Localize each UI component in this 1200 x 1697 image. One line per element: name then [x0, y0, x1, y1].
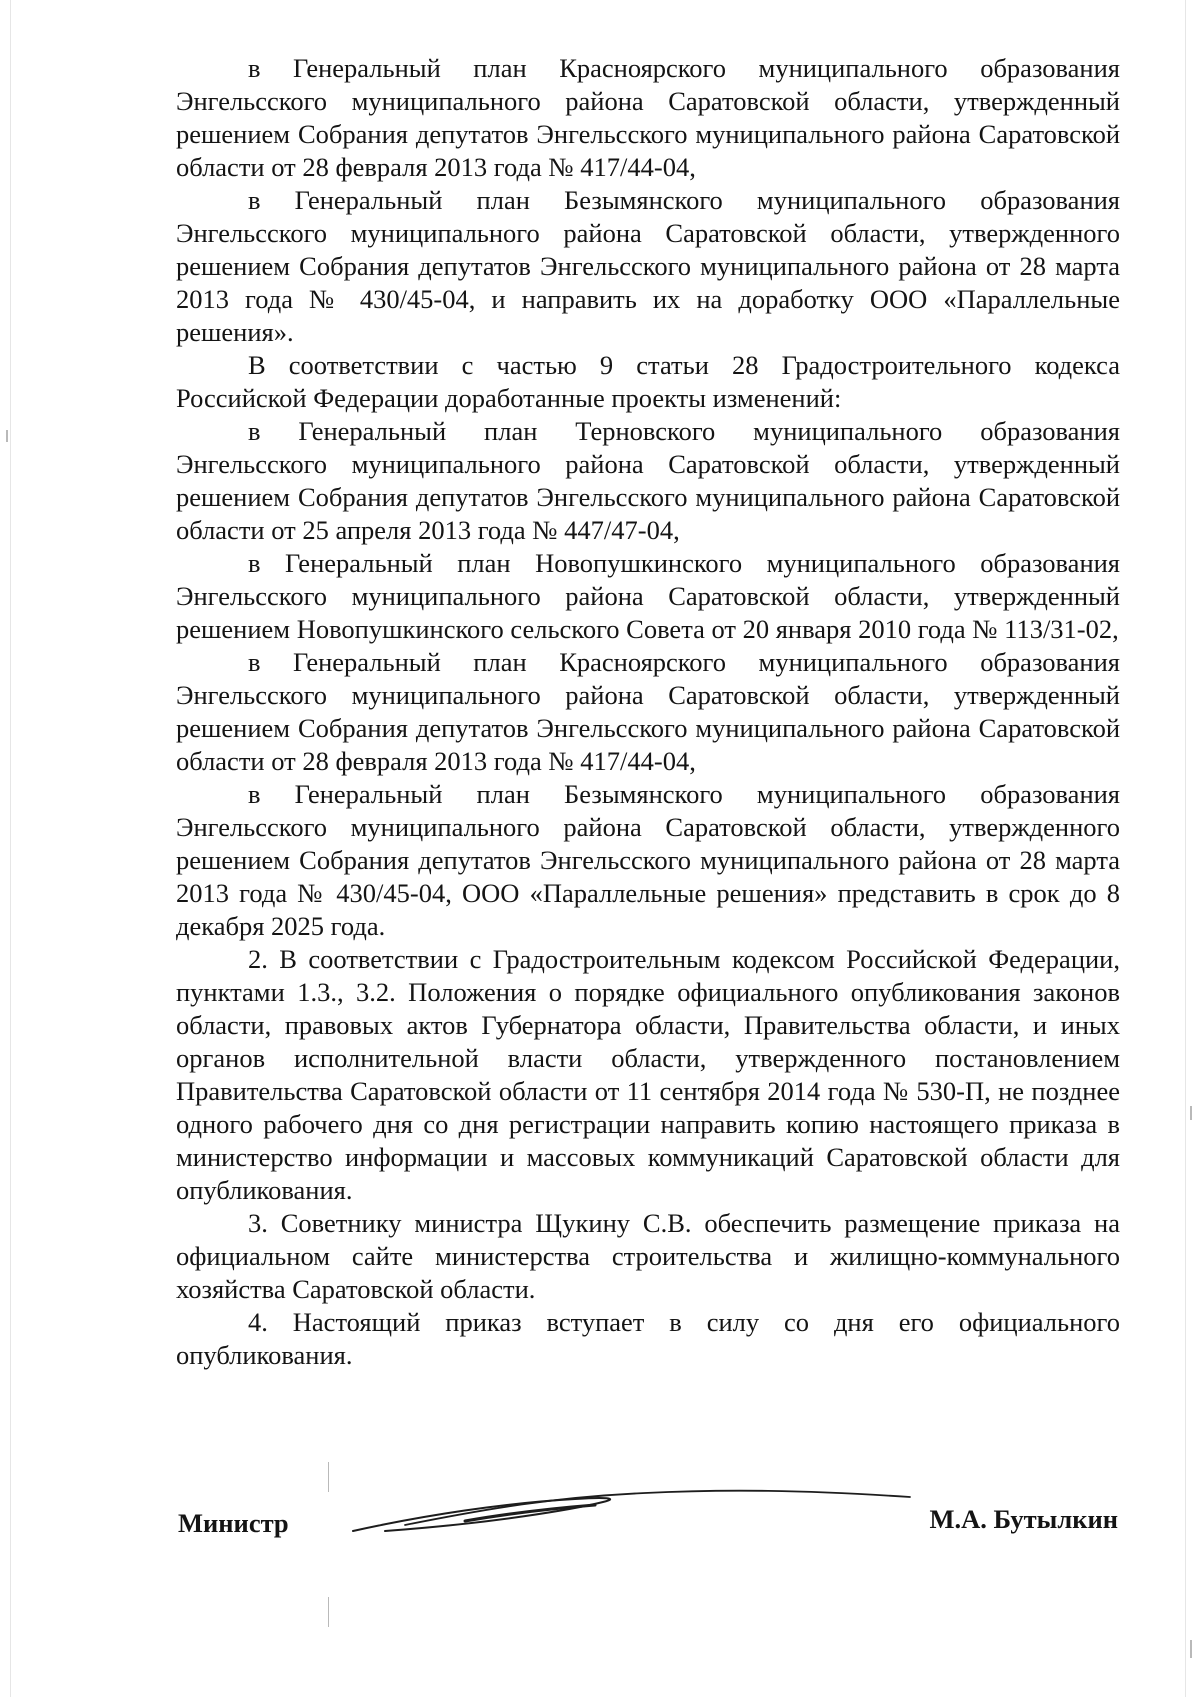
- paragraph-ternovsk: в Генеральный план Терновского муниципального образования Энгельсского муниципального района Саратовской области, утвержденный решением Собрания депутатов Энгельсского муниципального района Саратовской области от 25 апреля 2013 года № 447/47-04,: [176, 416, 1120, 545]
- paragraph-item-2: 2. В соответствии с Градостроительным кодексом Российской Федерации, пунктами 1.3., 3.2. Положения о порядке официального опубликования законов области, правовых актов Губернатора области, Правительства области, и иных органов исполнительной власти области, утвержденного постановлением Правительства Саратовской области от 11 сентября 2014 года № 530-П, не позднее одного рабочего дня со дня регистрации направить копию настоящего приказа в министерство информации и массовых коммуникаций Саратовской области для опубликования.: [176, 944, 1120, 1205]
- scan-artifact-line: [6, 430, 8, 442]
- signature-block: [176, 1496, 1120, 1546]
- scan-artifact-line: [328, 1462, 329, 1492]
- scan-artifact-line: [328, 1597, 329, 1627]
- scan-artifact-line: [1190, 1640, 1192, 1658]
- signatory-name: М.А. Бутылкин: [929, 1504, 1118, 1534]
- paragraph-bezymyansk-1: в Генеральный план Безымянского муниципального образования Энгельсского муниципального района Саратовской области, утвержденного решением Собрания депутатов Энгельсского муниципального района от 28 марта 2013 года № 430/45-04, и направить их на доработку ООО «Параллельные решения».: [176, 185, 1120, 347]
- paragraph-item-3: 3. Советнику министра Щукину С.В. обеспечить размещение приказа на официальном сайте министерства строительства и жилищно-коммунального хозяйства Саратовской области.: [176, 1208, 1120, 1304]
- signatory-position: Министр: [178, 1508, 289, 1538]
- scan-artifact-line: [1190, 1106, 1192, 1120]
- paragraph-krasnoyarsk-2: в Генеральный план Красноярского муниципального образования Энгельсского муниципального района Саратовской области, утвержденный решением Собрания депутатов Энгельсского муниципального района Саратовской области от 28 февраля 2013 года № 417/44-04,: [176, 647, 1120, 776]
- paragraph-item-4: 4. Настоящий приказ вступает в силу со дня его официального опубликования.: [176, 1307, 1120, 1370]
- paragraph-krasnoyarsk-1: в Генеральный план Красноярского муниципального образования Энгельсского муниципального района Саратовской области, утвержденный решением Собрания депутатов Энгельсского муниципального района Саратовской области от 28 февраля 2013 года № 417/44-04,: [176, 53, 1120, 182]
- paragraph-bezymyansk-2: в Генеральный план Безымянского муниципального образования Энгельсского муниципального района Саратовской области, утвержденного решением Собрания депутатов Энгельсского муниципального района от 28 марта 2013 года № 430/45-04, ООО «Параллельные решения» представить в срок до 8 декабря 2025 года.: [176, 779, 1120, 941]
- document-body: [176, 52, 1120, 1372]
- paragraph-novopushkinsk: в Генеральный план Новопушкинского муниципального образования Энгельсского муниципального района Саратовской области, утвержденный решением Новопушкинского сельского Совета от 20 января 2010 года № 113/31-02,: [176, 548, 1120, 644]
- paragraph-part-9-article-28: В соответствии с частью 9 статьи 28 Градостроительного кодекса Российской Федерации доработанные проекты изменений:: [176, 350, 1120, 413]
